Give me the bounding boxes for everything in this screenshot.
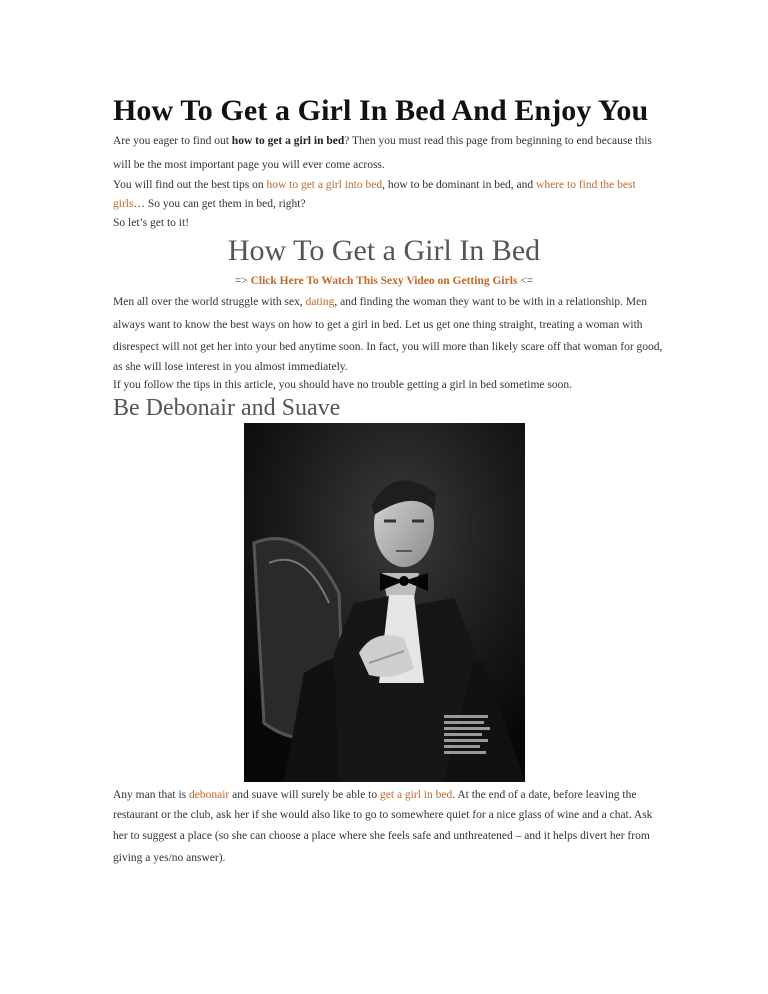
text-span: Any man that is: [113, 789, 190, 801]
section2-line-3: her to suggest a place (so she can choose a place where she feels safe and unthreatened – and it helps divert her from: [113, 830, 650, 842]
body-line-3: disrespect will not get her into your bed anytime soon. In fact, you will more than likely scare off that woman for good,: [113, 341, 663, 353]
intro-line-5: So let’s get to it!: [113, 217, 190, 229]
text-span: … So you can get them in bed, right?: [133, 198, 306, 210]
page-title: How To Get a Girl In Bed And Enjoy You: [113, 94, 649, 127]
intro-line-3: [113, 178, 636, 192]
link-debonair[interactable]: debonair: [189, 789, 230, 801]
text-span: Men all over the world struggle with sex,: [113, 296, 306, 308]
link-where-to-find-girls[interactable]: where to find the best: [536, 179, 636, 191]
cta-video-link[interactable]: Click Here To Watch This Sexy Video on Getting Girls: [250, 275, 518, 287]
text-span: Are you eager to find out: [113, 135, 232, 147]
intro-line-1: [113, 134, 652, 148]
intro-line-2: will be the most important page you will ever come across.: [113, 159, 385, 171]
link-girls[interactable]: girls: [113, 198, 134, 210]
man-in-tuxedo-illustration: [244, 423, 525, 782]
body-line-1: [113, 295, 647, 309]
article-photo: [244, 423, 525, 782]
text-span: , and finding the woman they want to be with in a relationship. Men: [334, 296, 648, 308]
text-span: You will find out the best tips on: [113, 179, 267, 191]
link-how-to-get-girl-into-bed[interactable]: how to get a girl into bed: [266, 179, 383, 191]
section-heading-debonair: Be Debonair and Suave: [113, 395, 341, 421]
link-dating[interactable]: dating: [305, 296, 335, 308]
section2-line-1: [113, 788, 636, 802]
body-line-2: always want to know the best ways on how to get a girl in bed. Let us get one thing straight, treating a woman with: [113, 319, 643, 331]
intro-line-4: [113, 197, 306, 211]
body-line-5: If you follow the tips in this article, you should have no trouble getting a girl in bed sometime soon.: [113, 379, 572, 391]
cta-line: [0, 275, 768, 287]
text-span: and suave will surely be able to: [229, 789, 381, 801]
section-heading-how-to: How To Get a Girl In Bed: [227, 234, 541, 267]
cta-arrow: <=: [517, 275, 534, 287]
text-span: ? Then you must read this page from beginning to end because this: [344, 135, 652, 147]
section2-line-2: restaurant or the club, ask her if she would also like to go to somewhere quiet for a nice glass of wine and a chat. Ask: [113, 809, 653, 821]
text-span: . At the end of a date, before leaving the: [452, 789, 637, 801]
section2-line-4: giving a yes/no answer).: [113, 852, 226, 864]
text-span: , how to be dominant in bed, and: [382, 179, 537, 191]
body-line-4: as she will lose interest in you almost immediately.: [113, 361, 348, 373]
link-get-a-girl-in-bed[interactable]: get a girl in bed: [380, 789, 453, 801]
bold-keyword: how to get a girl in bed: [231, 135, 345, 147]
cta-arrow: =>: [234, 275, 251, 287]
